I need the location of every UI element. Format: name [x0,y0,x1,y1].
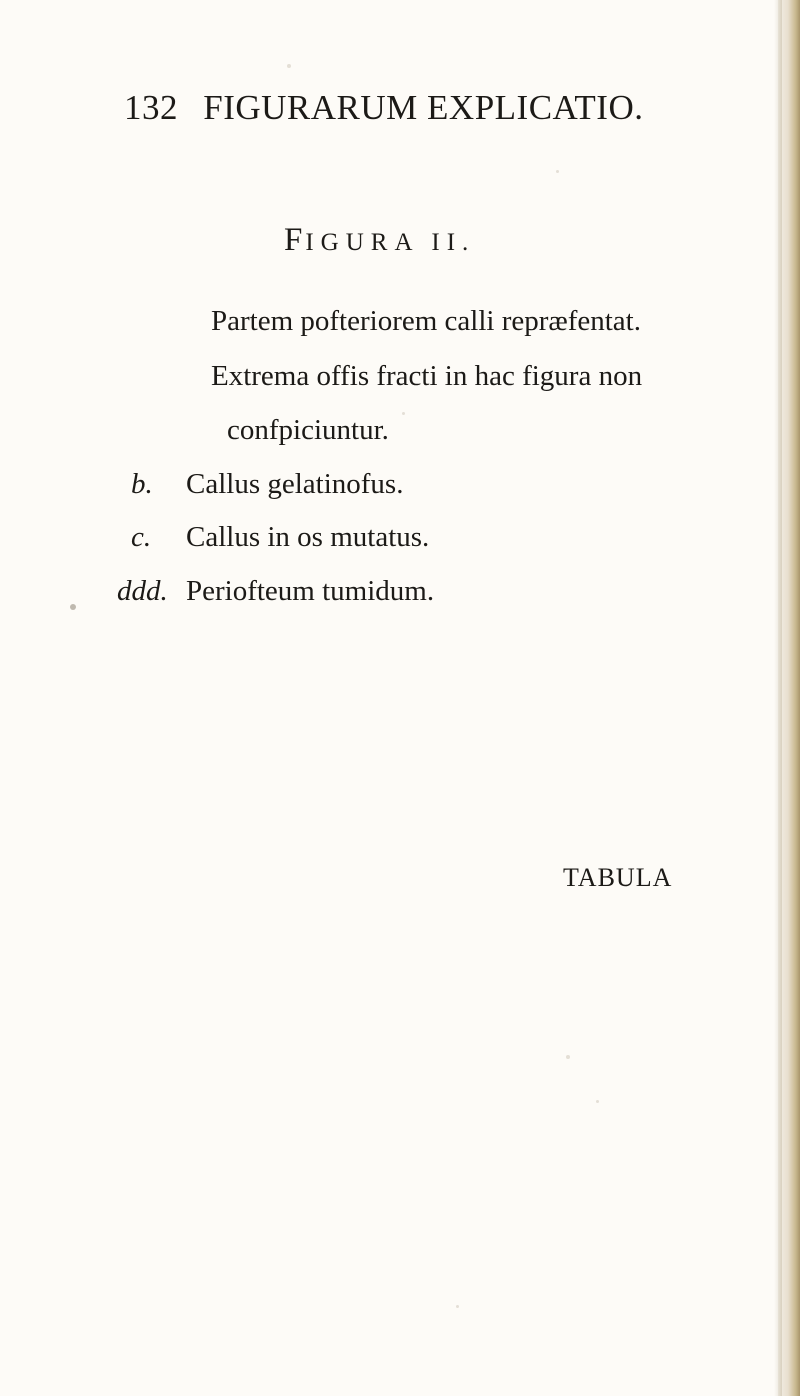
figure-heading-numeral: II. [431,229,476,256]
paper-speck [556,170,559,173]
paper-speck [566,1055,570,1059]
running-title: FIGURARUM EXPLICATIO. [203,88,644,127]
paper-speck [402,412,405,415]
paper-speck [287,64,291,68]
legend-text: Callus in os mutatus. [186,521,430,553]
paper-speck [596,1100,599,1103]
description-line: Partem pofteriorem calli repræfentat. [211,305,641,337]
page-edge-shadow [774,0,782,1396]
description-line: Extrema offis fracti in hac figura non [211,360,643,392]
legend-key: ddd. [117,575,168,607]
figure-heading [284,222,475,259]
catchword: TABULA [563,863,673,892]
legend-text: Callus gelatinofus. [186,468,404,500]
paper-speck [70,604,76,610]
figure-heading-word: IGURA [305,229,419,256]
paper-speck [456,1305,459,1308]
figure-heading-initial: F [284,222,306,258]
legend-key: b. [131,468,153,500]
running-head [124,88,644,128]
legend-text: Periofteum tumidum. [186,575,435,607]
legend-key: c. [131,521,152,553]
description-line: confpiciuntur. [227,414,389,446]
page-number: 132 [124,88,178,127]
